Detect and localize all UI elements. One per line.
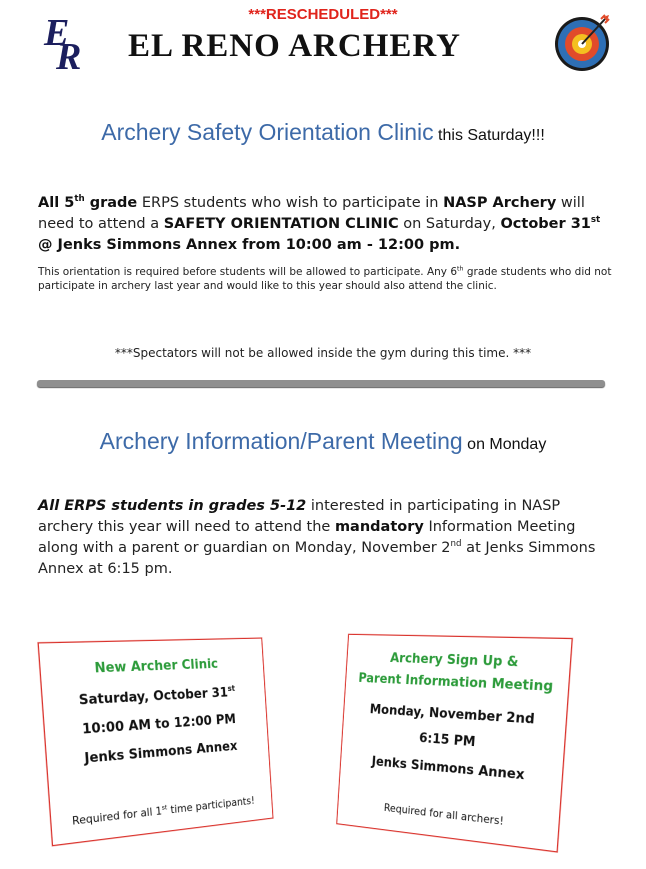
card-left-date (42, 684, 265, 711)
card-left-title: New Archer Clinic (94, 657, 219, 677)
card-left-footer-sup: st (161, 804, 168, 812)
para-text-7: on Saturday, (398, 216, 501, 232)
note-text-2: grade students who did not participate in archery last year and would like to this year should also attend the clinic. (38, 266, 612, 292)
note-sup: th (457, 265, 464, 273)
archery-target-icon (553, 11, 615, 73)
parent-meeting-paragraph (38, 496, 613, 580)
para-text-5: will need to attend a (38, 195, 585, 232)
note-text-1: This orientation is required before students will be allowed to participate. Any 6 (38, 266, 458, 278)
grades-emphasis: All ERPS students in grades 5-12 (38, 498, 307, 514)
rescheduled-banner: ***RESCHEDULED*** (248, 6, 398, 23)
grade-sup: th (74, 194, 85, 205)
card-left-place: Jenks Simmons Annex (83, 739, 238, 767)
card-left-footer-text-1: Required for all 1 (71, 805, 163, 828)
safety-clinic-heading-tail: this Saturday!!! (433, 127, 545, 144)
orientation-note (38, 265, 613, 293)
para-text-3: ERPS students who wish to participate in (137, 195, 444, 211)
sign-up-meeting-card (336, 634, 572, 853)
date-text: October 31 (500, 216, 591, 232)
safety-clinic-emphasis: SAFETY ORIENTATION CLINIC (163, 216, 399, 232)
logo-letter-r: R (56, 36, 82, 78)
section-divider (37, 380, 605, 387)
parent-meeting-heading-main: Archery Information/Parent Meeting (99, 428, 463, 454)
new-archer-clinic-card (38, 638, 274, 847)
safety-clinic-paragraph (38, 193, 613, 256)
safety-clinic-heading (0, 119, 646, 146)
meeting-text-5: at Jenks Simmons Annex at 6:15 pm. (38, 540, 596, 577)
card-right-time: 6:15 PM (418, 731, 476, 751)
card-right-footer: Required for all archers! (383, 802, 505, 828)
card-right-date: Monday, November 2nd (369, 702, 536, 728)
card-right-title-line2: Parent Information Meeting (357, 671, 554, 695)
spectators-notice: ***Spectators will not be allowed inside the gym during this time. *** (114, 346, 532, 360)
meeting-text-4: Information Meeting along with a parent or guardian on Monday, November 2 (38, 519, 576, 556)
logo-letter-e: E (44, 12, 70, 54)
grade-text-2: grade (84, 195, 138, 211)
card-right-place: Jenks Simmons Annex (371, 754, 525, 784)
card-left-footer-text-2: time participants! (166, 795, 256, 817)
er-logo (38, 14, 102, 76)
parent-meeting-heading (0, 428, 646, 455)
card-left-date-text: Saturday, October 31 (78, 685, 229, 709)
page-title: EL RENO ARCHERY (128, 28, 461, 64)
card-left-date-sup: st (227, 684, 236, 694)
location-time-text: @ Jenks Simmons Annex from 10:00 am - 12:00 pm. (38, 237, 461, 253)
meeting-sup: nd (450, 539, 462, 550)
mandatory-emphasis: mandatory (334, 519, 424, 535)
grade-text-1: All 5 (38, 195, 75, 211)
parent-meeting-heading-tail: on Monday (462, 436, 547, 453)
meeting-text-2: interested in participating in NASP archery this year will need to attend the (38, 498, 561, 535)
safety-clinic-heading-main: Archery Safety Orientation Clinic (101, 119, 434, 145)
date-sup: st (590, 215, 601, 226)
card-left-time: 10:00 AM to 12:00 PM (81, 712, 237, 738)
nasp-archery-text: NASP Archery (443, 195, 557, 211)
card-left-footer (51, 793, 272, 830)
card-right-title-line1: Archery Sign Up & (389, 651, 519, 671)
